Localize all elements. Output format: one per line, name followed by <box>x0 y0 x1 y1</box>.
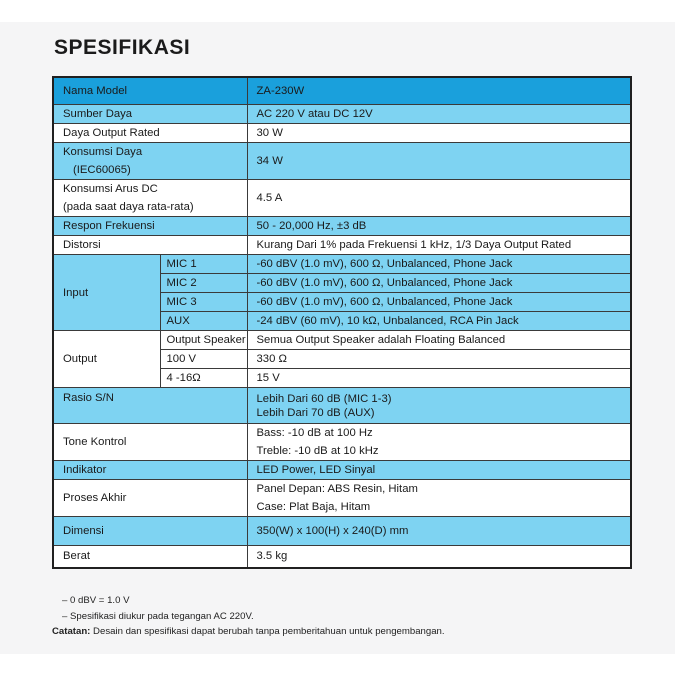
spec-label-line: (pada saat daya rata-rata) <box>63 201 194 213</box>
spec-value: Semua Output Speaker adalah Floating Balanced <box>247 331 631 350</box>
catatan-text: Desain dan spesifikasi dapat berubah tanpa pemberitahuan untuk pengembangan. <box>90 626 445 637</box>
table-row <box>53 424 631 461</box>
table-row <box>53 388 631 424</box>
footnote-line: – Spesifikasi diukur pada tegangan AC 220V. <box>62 610 254 622</box>
table-row <box>53 546 631 568</box>
table-row <box>53 180 631 217</box>
spec-value-line: Bass: -10 dB at 100 Hz <box>256 427 373 439</box>
spec-label: Distorsi <box>53 236 247 255</box>
spec-sublabel: 4 -16Ω <box>160 369 247 388</box>
spec-value-line: Treble: -10 dB at 10 kHz <box>256 445 379 457</box>
spec-value: 4.5 A <box>247 180 631 217</box>
spec-value: 3.5 kg <box>247 546 631 568</box>
table-row <box>53 124 631 143</box>
spec-value <box>247 388 631 424</box>
spec-value: Kurang Dari 1% pada Frekuensi 1 kHz, 1/3 Daya Output Rated <box>247 236 631 255</box>
table-row <box>53 255 631 274</box>
spec-label: Rasio S/N <box>53 388 247 424</box>
table-row <box>53 480 631 517</box>
spec-label <box>53 180 247 217</box>
spec-value: 350(W) x 100(H) x 240(D) mm <box>247 517 631 546</box>
spec-label: Nama Model <box>53 77 247 105</box>
spec-sublabel: MIC 2 <box>160 274 247 293</box>
spec-value-line: Lebih Dari 70 dB (AUX) <box>256 406 375 419</box>
spec-value: LED Power, LED Sinyal <box>247 461 631 480</box>
catatan-note <box>52 624 445 640</box>
table-row <box>53 77 631 105</box>
spec-value: AC 220 V atau DC 12V <box>247 105 631 124</box>
spec-value <box>247 424 631 461</box>
table-row <box>53 105 631 124</box>
spec-label: Input <box>53 255 160 331</box>
footnote-line: – 0 dBV = 1.0 V <box>62 595 130 606</box>
table-row <box>53 236 631 255</box>
spec-value: 330 Ω <box>247 350 631 369</box>
table-row <box>53 461 631 480</box>
spec-label: Proses Akhir <box>53 480 247 517</box>
spec-value: 34 W <box>247 143 631 180</box>
spec-value-line: Case: Plat Baja, Hitam <box>256 501 371 513</box>
spec-value: -60 dBV (1.0 mV), 600 Ω, Unbalanced, Phone Jack <box>247 293 631 312</box>
spec-label: Output <box>53 331 160 388</box>
spec-value-line: Panel Depan: ABS Resin, Hitam <box>256 483 418 495</box>
spec-value: 30 W <box>247 124 631 143</box>
table-row <box>53 517 631 546</box>
catatan-label: Catatan: <box>52 626 91 637</box>
spec-label-line: (IEC60065) <box>73 164 131 176</box>
spec-label: Indikator <box>53 461 247 480</box>
spec-value: -60 dBV (1.0 mV), 600 Ω, Unbalanced, Phone Jack <box>247 255 631 274</box>
spec-value: ZA-230W <box>247 77 631 105</box>
table-row <box>53 143 631 180</box>
spec-value <box>247 480 631 517</box>
spec-value-line: Lebih Dari 60 dB (MIC 1-3) <box>256 392 392 405</box>
spec-value: 50 - 20,000 Hz, ±3 dB <box>247 217 631 236</box>
spec-label: Berat <box>53 546 247 568</box>
table-row <box>53 217 631 236</box>
spec-label: Respon Frekuensi <box>53 217 247 236</box>
spec-label: Sumber Daya <box>53 105 247 124</box>
spec-sublabel: Output Speaker <box>160 331 247 350</box>
spec-label <box>53 143 247 180</box>
spec-value: -24 dBV (60 mV), 10 kΩ, Unbalanced, RCA Pin Jack <box>247 312 631 331</box>
spec-sublabel: AUX <box>160 312 247 331</box>
spec-sublabel: MIC 3 <box>160 293 247 312</box>
spec-label-line: Konsumsi Arus DC <box>63 183 158 195</box>
spec-label: Dimensi <box>53 517 247 546</box>
spec-value: -60 dBV (1.0 mV), 600 Ω, Unbalanced, Phone Jack <box>247 274 631 293</box>
spec-sublabel: 100 V <box>160 350 247 369</box>
spec-label: Daya Output Rated <box>53 124 247 143</box>
spec-label-line: Konsumsi Daya <box>63 146 143 158</box>
table-row <box>53 331 631 350</box>
spec-value: 15 V <box>247 369 631 388</box>
spec-table <box>52 76 632 569</box>
spec-sublabel: MIC 1 <box>160 255 247 274</box>
spec-label: Tone Kontrol <box>53 424 247 461</box>
page-title: SPESIFIKASI <box>54 36 191 59</box>
footnotes <box>52 593 445 640</box>
